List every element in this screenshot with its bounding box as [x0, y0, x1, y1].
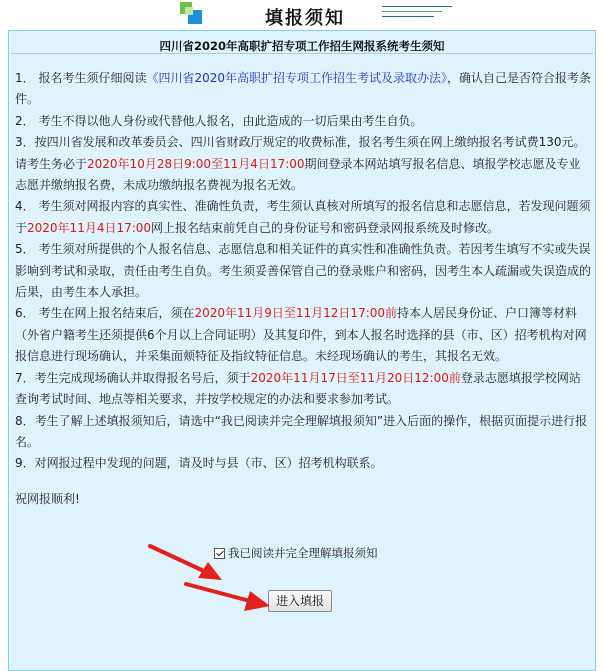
logo-squares-icon	[180, 2, 202, 24]
notice-item-7: 7．考生完成现场确认并取得报名号后，须于2020年11月17日至11月20日12:00前登录志愿填报学校网站查询考试时间、地点等相关要求，并按学校规定的办法和要求参加考试。	[15, 370, 581, 407]
checkbox-checked-icon[interactable]	[214, 548, 225, 559]
notice-item-9: 9．对网报过程中发现的问题，请及时与县（市、区）招考机构联系。	[15, 456, 383, 471]
notice-item-3: 3．按四川省发展和改革委员会、四川省财政厅规定的收费标准，报名考生须在网上缴纳报名考试费130元。请考生务必于2020年10月28日9:00至11月4日17:00期间登录本网站填写报名信息、填报学校志愿及专业志愿并缴纳报名费，未成功缴纳报名费视为报名无效。	[15, 135, 586, 193]
agree-checkbox-row[interactable]	[214, 545, 378, 561]
notice-panel	[8, 30, 596, 671]
decorative-lines	[382, 6, 452, 21]
notice-item-5: 5． 考生须对所提供的个人报名信息、志愿信息和相关证件的真实性和准确性负责。若因考生填写不实或失误影响到考试和录取，责任由考生自负。考生须妥善保管自己的登录账户和密码，因考生本人疏漏或失误造成的后果，由考生本人承担。	[15, 242, 592, 300]
notice-item-4: 4． 考生须对网报内容的真实性、准确性负责，考生须认真核对所填写的报名信息和志愿信息，若发现问题须于2020年11月4日17:00网上报名结束前凭自己的身份证号和密码登录网报系统及时修改。	[15, 199, 591, 235]
notice-item-6: 6． 考生在网上报名结束后，须在2020年11月9日至11月12日17:00前持本人居民身份证、户口簿等材料 （外省户籍考生还须提供6个月以上合同证明）及其复印件，到本人报名时选择的县（市、区）招考机构对网报信息进行现场确认，并采集面颊特征及指纹特征信息。未经现场确认的考生，其报名无效。	[15, 306, 587, 364]
notice-item-2: 2． 考生不得以他人身份或代替他人报名，由此造成的一切后果由考生自负。	[15, 113, 423, 128]
notice-content	[9, 54, 595, 510]
deadline-text: 2020年11月17日至11月20日12:00前	[250, 370, 461, 385]
panel-title: 四川省2020年高职扩招专项工作招生网报系统考生须知	[159, 39, 445, 53]
enter-button[interactable]: 进入填报	[268, 590, 332, 612]
header	[0, 0, 604, 30]
agree-label[interactable]: 我已阅读并完全理解填报须知	[228, 546, 378, 560]
page-title: 填报须知	[265, 8, 345, 29]
deadline-text: 2020年10月28日9:00至11月4日17:00	[87, 156, 305, 171]
deadline-text: 2020年11月4日17:00	[27, 220, 152, 235]
deadline-text: 2020年11月9日至11月12日17:00前	[194, 306, 398, 321]
rules-link[interactable]: 《四川省2020年高职扩招专项工作招生考试及录取办法》	[146, 71, 447, 85]
notice-item-8: 8．考生了解上述填报须知后，请选中“我已阅读并完全理解填报须知”进入后面的操作，根据页面提示进行报名。	[15, 413, 588, 449]
notice-item-1: 1． 报名考生须仔细阅读《四川省2020年高职扩招专项工作招生考试及录取办法》，确认自己是否符合报考条件。	[15, 71, 592, 107]
closing-text: 祝网报顺利!	[15, 491, 80, 506]
